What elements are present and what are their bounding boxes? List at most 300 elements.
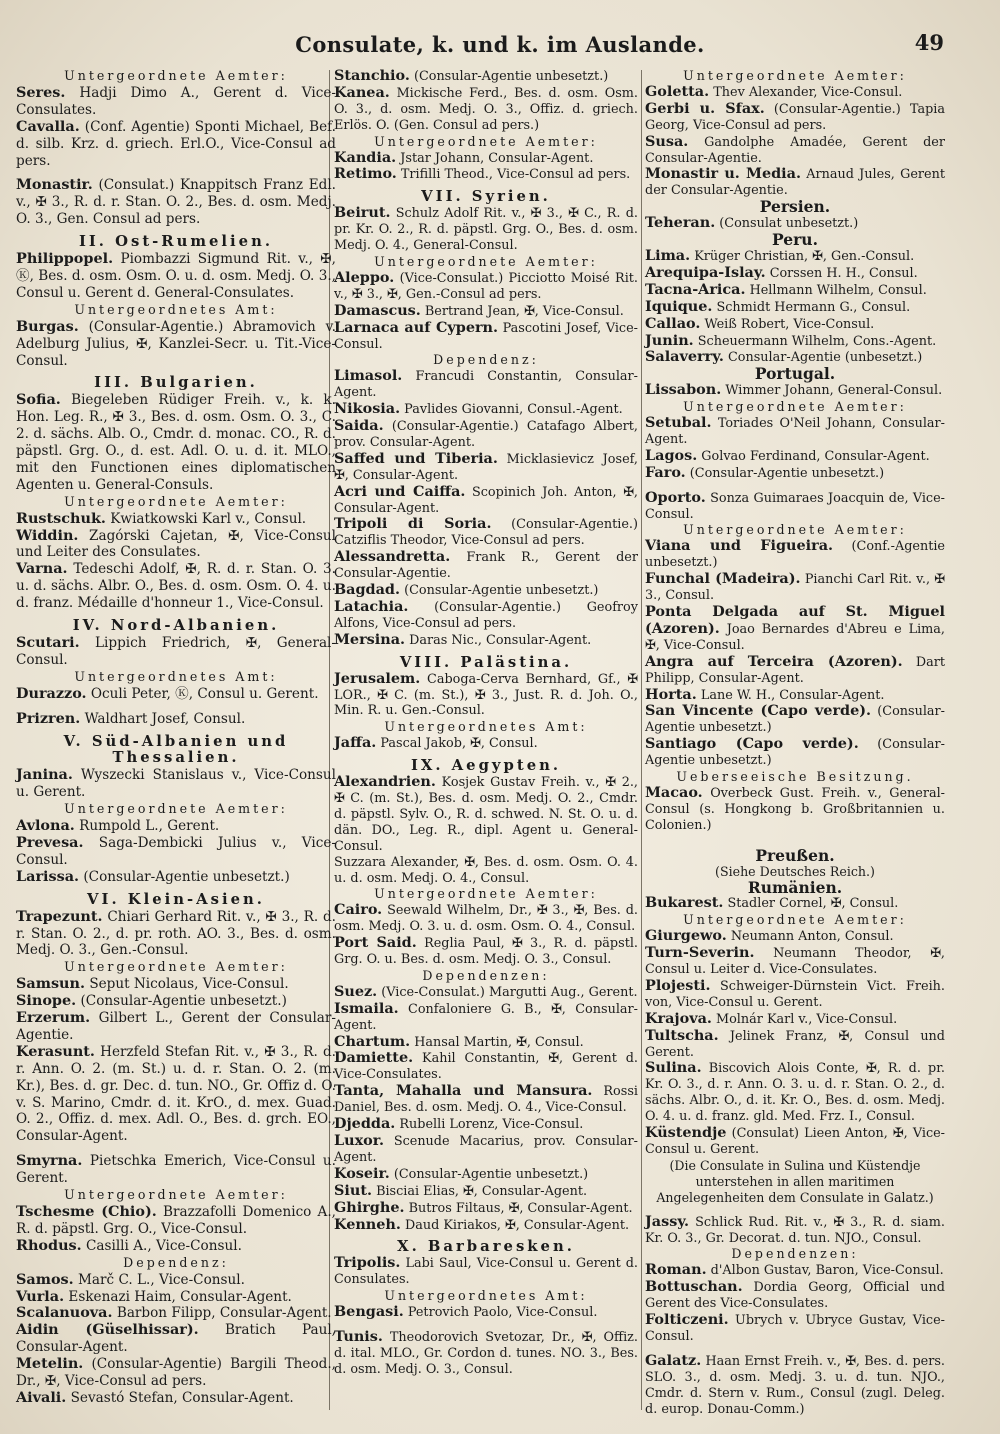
place-name: Cairo. <box>334 901 383 919</box>
entry-text: (Consular-Agentie unbesetzt.) <box>80 993 287 1010</box>
entry-text: Molnár Karl v., Vice-Consul. <box>716 1011 898 1027</box>
consulate-entry <box>16 686 336 703</box>
entry-text: Bisciai Elias, ✠, Consular-Agent. <box>376 1183 588 1199</box>
entry-text: Pascotini Josef, Vice-Consul. <box>334 320 638 352</box>
consulate-entry <box>645 1312 945 1345</box>
place-name: Lissabon. <box>645 381 722 399</box>
consulate-entry <box>645 785 945 834</box>
place-name: Sulina. <box>645 1059 702 1077</box>
place-name: Limasol. <box>334 367 403 385</box>
consulate-entry <box>16 869 336 886</box>
consulate-entry <box>334 1083 638 1116</box>
place-name: Goletta. <box>645 82 710 100</box>
place-name: Kerasunt. <box>16 1042 95 1060</box>
consulate-entry <box>334 774 638 855</box>
place-name: Tripoli di Soria. <box>334 515 492 533</box>
consulate-entry <box>334 855 638 887</box>
entry-text: Scopinich Joh. Anton, ✠, Consular-Agent. <box>334 484 638 516</box>
place-name: Ismaila. <box>334 999 399 1017</box>
place-name: Stanchio. <box>334 67 410 84</box>
place-name: Teheran. <box>645 214 716 232</box>
place-name: Philippopel. <box>16 250 114 268</box>
place-name: Damascus. <box>334 301 421 319</box>
consulate-entry <box>16 1153 336 1187</box>
consulate-entry <box>645 945 945 978</box>
place-name: Küstendje <box>645 1124 727 1142</box>
place-name: Tunis. <box>334 1327 383 1345</box>
section-heading: VI. Klein-Asien. <box>87 890 265 908</box>
entry-text: Rubelli Lorenz, Vice-Consul. <box>399 1117 584 1133</box>
place-name: Retimo. <box>334 165 397 183</box>
entry-text: Kosjek Gustav Freih. v., ✠ 2., ✠ C. (m. St.), Bes. d. osm. Medj. O. 2., Cmdr. d. päpstl. Sylv. O., R. d. schwed. N. St. O. u. d. dän. DO., Leg. R., dipl. Agent u. General-Consul. <box>334 775 638 854</box>
entry-text: Waldhart Josef, Consul. <box>84 710 246 727</box>
place-name: Jaffa. <box>334 734 377 752</box>
section-heading: III. Bulgarien. <box>94 374 258 392</box>
entry-text: Pavlides Giovanni, Consul.-Agent. <box>404 402 623 418</box>
place-name: Varna. <box>16 560 68 578</box>
place-name: Larnaca auf Cypern. <box>334 318 499 336</box>
entry-text: Micklasievicz Josef, ✠, Consular-Agent. <box>334 451 638 483</box>
entry-text: Joao Bernardes d'Abreu e Lima, ✠, Vice-Consul. <box>645 621 945 653</box>
consulate-entry <box>16 85 336 119</box>
consulate-entry <box>334 368 638 401</box>
place-name: Janina. <box>16 766 73 784</box>
spacer <box>645 1206 945 1214</box>
consulate-entry <box>334 401 638 418</box>
entry-text: Jstar Johann, Consular-Agent. <box>400 150 594 166</box>
subheading: Untergeordnete Aemter: <box>374 133 598 149</box>
entry-text: Rumpold L., Gerent. <box>79 818 220 835</box>
place-name: Plojesti. <box>645 976 711 994</box>
entry-text: Marč C. L., Vice-Consul. <box>77 1271 245 1288</box>
entry-text: Weiß Robert, Vice-Consul. <box>704 316 875 332</box>
place-name: Tanta, Mahalla und Mansura. <box>334 1082 593 1100</box>
subheading: Untergeordnetes Amt: <box>74 668 278 684</box>
subheading: Untergeordnete Aemter: <box>683 522 907 538</box>
place-name: Macao. <box>645 783 703 801</box>
place-name: Rustschuk. <box>16 509 106 527</box>
place-name: Ghirghe. <box>334 1198 405 1216</box>
subheading: Untergeordnetes Amt: <box>384 719 588 735</box>
entry-text: Biscovich Alois Conte, ✠, R. d. pr. Kr. O. 3., d. r. Ann. O. 3. u. d. r. Stan. O. 2., d. sächs. Albr. O., d. it. Kr. O., Bes. d. osm. Medj. O. 4. u. d. franz. gld. Med. Frz. I., Consul. <box>645 1061 946 1125</box>
subheading: Untergeordnete Aemter: <box>64 959 288 975</box>
entry-text: Frank R., Gerent der Consular-Agentie. <box>334 550 638 582</box>
consulate-entry <box>16 1289 336 1306</box>
entry-text: (Consular-Agentie.) Abramovich v. Adelburg Julius, ✠, Kanzlei-Secr. u. Tit.-Vice-Consul. <box>16 318 336 369</box>
place-name: Alexandrien. <box>334 773 436 791</box>
consulate-entry <box>16 177 336 228</box>
entry-text: (Consulat unbesetzt.) <box>719 216 859 232</box>
consulate-entry <box>645 248 945 265</box>
note: (Die Consulate in Sulina und Küstendje unterstehen in allen maritimen Angelegenheiten dem Consulate in Galatz.) <box>656 1157 934 1205</box>
entry-text: Neumann Anton, Consul. <box>730 929 894 945</box>
section-heading: IV. Nord-Albanien. <box>72 617 280 635</box>
consulate-entry <box>645 265 945 282</box>
subheading: Untergeordnete Aemter: <box>683 912 907 928</box>
consulate-entry <box>334 1200 638 1217</box>
place-name: Funchal (Madeira). <box>645 570 801 588</box>
consulate-entry <box>16 767 336 801</box>
consulate-entry <box>334 1050 638 1083</box>
entry-text: Kahil Constantin, ✠, Gerent d. Vice-Consulates. <box>334 1051 639 1083</box>
entry-text: Dordia Georg, Official und Gerent des Vice-Consulates. <box>645 1280 945 1312</box>
entry-text: Corssen H. H., Consul. <box>769 265 918 281</box>
subheading: Untergeordnete Aemter: <box>374 253 598 269</box>
entry-text: Eskenazi Haim, Consular-Agent. <box>68 1288 292 1305</box>
consulate-entry <box>16 635 336 669</box>
entry-text: Consular-Agentie (unbesetzt.) <box>728 350 923 366</box>
entry-text: Scenude Macarius, prov. Consular-Agent. <box>334 1134 638 1165</box>
consulate-entry <box>645 134 945 167</box>
consulate-entry <box>645 166 945 199</box>
place-name: Bukarest. <box>645 894 724 912</box>
place-name: Gerbi u. Sfax. <box>645 99 765 117</box>
consulate-entry <box>334 451 638 484</box>
place-name: Cavalla. <box>16 117 80 135</box>
entry-text: (Consular-Agentie unbesetzt.) <box>645 704 945 736</box>
entry-text: Seput Nicolaus, Vice-Consul. <box>89 976 289 993</box>
place-name: Bengasi. <box>334 1303 404 1321</box>
section-heading: Portugal. <box>754 364 836 384</box>
consulate-entry <box>334 516 638 549</box>
place-name: Beirut. <box>334 204 391 222</box>
section-heading: IX. Aegypten. <box>410 757 562 775</box>
note: (Siehe Deutsches Reich.) <box>715 863 875 879</box>
consulate-entry <box>16 1204 336 1238</box>
entry-text: Schulz Adolf Rit. v., ✠ 3., ✠ C., R. d. pr. Kr. O. 2., R. d. päpstl. Grg. O., Bes. d. osm. Medj. O. 4., General-Consul. <box>334 206 638 254</box>
subheading: Dependenzen: <box>731 1246 859 1262</box>
entry-text: (Consular-Agentie unbesetzt.) <box>393 1166 589 1182</box>
entry-text: Lippich Friedrich, ✠, General-Consul. <box>16 635 336 668</box>
consulate-entry <box>645 490 945 523</box>
page-number: 49 <box>914 30 944 55</box>
consulate-entry <box>334 303 638 320</box>
entry-text: Lane W. H., Consular-Agent. <box>700 687 885 703</box>
entry-text: (Vice-Consulat.) Margutti Aug., Gerent. <box>381 984 638 1000</box>
consulate-entry <box>334 1116 638 1133</box>
section-heading: II. Ost-Rumelien. <box>78 233 274 251</box>
place-name: Vurla. <box>16 1287 65 1305</box>
consulate-entry <box>16 1390 336 1407</box>
entry-text: (Consular-Agentie.) Catziflis Theodor, Vice-Consul ad pers. <box>334 517 638 549</box>
place-name: Scalanuova. <box>16 1304 113 1322</box>
subheading: Untergeordnete Aemter: <box>64 1187 288 1203</box>
entry-text: Neumann Theodor, ✠, Consul u. Leiter d. Vice-Consulates. <box>645 946 945 978</box>
place-name: Chartum. <box>334 1032 411 1050</box>
consulate-entry <box>334 549 638 582</box>
place-name: Oporto. <box>645 488 706 506</box>
consulate-entry <box>334 1133 638 1166</box>
place-name: Faro. <box>645 463 686 481</box>
entry-text: Krüger Christian, ✠, Gen.-Consul. <box>694 248 915 264</box>
place-name: San Vincente (Capo verde). <box>645 702 872 720</box>
entry-text: Biegeleben Rüdiger Freih. v., k. k. Hon. Leg. R., ✠ 3., Bes. d. osm. Osm. O. 3., C. 2. d. sächs. Alb. O., Cmdr. d. monac. CO., R. d. päpstl. Grg. O., d. est. Adl. O. u. d. it. MLO., mit den Functionen eines diplomatischen Agenten u. General-Consuls. <box>16 392 336 493</box>
entry-text: Piombazzi Sigmund Rit. v., ✠, Ⓚ, Bes. d. osm. Osm. O. u. d. osm. Medj. O. 3., Consul u. Gerent d. General-Consulates. <box>16 251 336 301</box>
entry-text: (Conf.-Agentie unbesetzt.) <box>645 539 946 571</box>
consulate-entry <box>16 1010 336 1044</box>
consulate-entry <box>645 333 945 350</box>
consulate-entry <box>645 571 945 604</box>
entry-text: Casilli A., Vice-Consul. <box>86 1237 242 1254</box>
place-name: Siut. <box>334 1181 372 1199</box>
consulate-entry <box>16 1322 336 1356</box>
consulate-entry <box>16 1238 336 1255</box>
entry-text: Herzfeld Stefan Rit. v., ✠ 3., R. d. r. Ann. O. 2. (m. St.) u. d. r. Stan. O. 2. (m. Kr.), Bes. d. gr. Dec. d. tun. NO., Gr. Offiz d. O. v. S. Marino, Cmdr. d. it. KrO., d. mex. Guad. O. 2., Offiz. d. mex. Adl. O., Bes. d. grch. EO., Consular-Agent. <box>16 1043 336 1145</box>
place-name: Giurgewo. <box>645 927 727 945</box>
consulate-entry <box>645 538 945 571</box>
entry-text: (Consular-Agentie.) Tapia Georg, Vice-Consul ad pers. <box>645 101 945 133</box>
consulate-entry <box>334 1255 638 1288</box>
entry-text: Hellmann Wilhelm, Consul. <box>749 282 927 298</box>
consulate-entry <box>16 119 336 170</box>
entry-text: Tedeschi Adolf, ✠, R. d. r. Stan. O. 3. u. d. sächs. Albr. O., Bes. d. osm. Osm. O. 4. u. d. franz. Médaille d'honneur 1., Vice-Consul. <box>16 561 336 612</box>
consulate-entry <box>645 978 945 1011</box>
entry-text: Hansal Martin, ✠, Consul. <box>414 1034 584 1050</box>
subheading: Untergeordnete Aemter: <box>64 801 288 817</box>
entry-text: Pietschka Emerich, Vice-Consul u. Gerent. <box>16 1153 336 1187</box>
place-name: Saida. <box>334 417 384 435</box>
consulate-entry <box>334 984 638 1001</box>
entry-text: (Consular-Agentie unbesetzt.) <box>413 69 609 84</box>
consulate-entry <box>16 511 336 528</box>
consulate-entry <box>645 448 945 465</box>
place-name: Rhodus. <box>16 1236 82 1254</box>
consulate-entry <box>334 320 638 353</box>
entry-text: Daud Kiriakos, ✠, Consular-Agent. <box>404 1217 630 1233</box>
place-name: Arequipa-Islay. <box>645 263 766 281</box>
consulate-entry <box>16 835 336 869</box>
place-name: Koseir. <box>334 1164 390 1182</box>
place-name: Susa. <box>645 132 689 150</box>
entry-text: Jelinek Franz, ✠, Consul und Gerent. <box>645 1028 945 1060</box>
consulate-entry <box>334 150 638 167</box>
entry-text: Bratich Paul, Consular-Agent. <box>16 1322 337 1356</box>
entry-text: (Consular-Agentie.) Geofroy Alfons, Vice-Consul ad pers. <box>334 600 638 631</box>
consulate-entry <box>16 1272 336 1289</box>
place-name: Smyrna. <box>16 1152 83 1170</box>
entry-text: Pianchi Carl Rit. v., ✠ 3., Consul. <box>645 572 945 604</box>
consulate-entry <box>645 1279 945 1312</box>
place-name: Alessandretta. <box>334 548 451 566</box>
place-name: Trapezunt. <box>16 907 103 925</box>
place-name: Santiago (Capo verde). <box>645 735 859 753</box>
section-heading: VII. Syrien. <box>421 188 551 206</box>
consulate-entry <box>334 1034 638 1051</box>
place-name: Prizren. <box>16 709 81 727</box>
place-name: Suez. <box>334 982 378 1000</box>
place-name: Widdin. <box>16 526 79 544</box>
consulate-entry <box>645 382 945 399</box>
place-name: Bagdad. <box>334 581 401 599</box>
place-name: Ponta Delgada auf St. Miguel (Azoren). <box>645 603 945 637</box>
consulate-entry <box>16 1305 336 1322</box>
entry-text: Daras Nic., Consular-Agent. <box>409 632 592 648</box>
consulate-entry <box>645 1353 945 1418</box>
entry-text: Suzzara Alexander, ✠, Bes. d. osm. Osm. O. 4. u. d. osm. Medj. O. 4., Consul. <box>334 854 638 886</box>
place-name: Folticzeni. <box>645 1311 729 1329</box>
place-name: Djedda. <box>334 1115 396 1133</box>
column-divider <box>641 70 642 1410</box>
place-name: Burgas. <box>16 317 79 335</box>
entry-text: (Consulat) Lieen Anton, ✠, Vice-Consul u. Gerent. <box>645 1126 946 1157</box>
entry-text: Wyszecki Stanislaus v., Vice-Consul u. Gerent. <box>16 767 336 801</box>
place-name: Horta. <box>645 685 697 703</box>
subheading: Untergeordnete Aemter: <box>683 399 907 415</box>
place-name: Larissa. <box>16 867 80 885</box>
entry-text: Zagórski Cajetan, ✠, Vice-Consul und Leiter des Consulates. <box>16 527 336 561</box>
consulate-entry <box>645 1060 945 1125</box>
place-name: Kenneh. <box>334 1215 401 1233</box>
consulate-entry <box>334 632 638 649</box>
consulate-entry <box>16 993 336 1010</box>
consulate-entry <box>334 671 638 720</box>
place-name: Iquique. <box>645 297 713 315</box>
place-name: Scutari. <box>16 634 80 651</box>
entry-text: (Consular-Agentie unbesetzt.) <box>83 868 290 885</box>
place-name: Seres. <box>16 83 66 101</box>
place-name: Luxor. <box>334 1132 385 1149</box>
place-name: Samsun. <box>16 975 85 993</box>
section-heading: Rumänien. <box>747 877 843 897</box>
entry-text: Butros Filtaus, ✠, Consular-Agent. <box>408 1200 633 1216</box>
consulate-entry <box>334 1183 638 1200</box>
subheading: Dependenz: <box>433 352 539 368</box>
entry-text: Sonza Guimaraes Joacquin de, Vice-Consul. <box>645 490 945 522</box>
entry-text: Confaloniere G. B., ✠, Consular-Agent. <box>334 1001 638 1033</box>
consulate-entry <box>16 528 336 562</box>
entry-text: Francudi Constantin, Consular-Agent. <box>334 369 638 401</box>
entry-text: Reglia Paul, ✠ 3., R. d. päpstl. Grg. O. u. Bes. d. osm. Medj. O. 3., Consul. <box>334 936 638 968</box>
entry-text: Arnaud Jules, Gerent der Consular-Agentie. <box>645 167 945 199</box>
place-name: Port Said. <box>334 934 417 952</box>
consulate-entry <box>645 1214 945 1247</box>
place-name: Tacna-Arica. <box>645 280 746 298</box>
place-name: Samos. <box>16 1270 74 1288</box>
place-name: Tripolis. <box>334 1254 401 1272</box>
section-heading: VIII. Palästina. <box>399 653 573 671</box>
section-heading: X. Barbaresken. <box>397 1238 575 1256</box>
place-name: Tultscha. <box>645 1026 719 1044</box>
place-name: Tschesme (Chio). <box>16 1203 157 1220</box>
entry-text: Saga-Dembicki Julius v., Vice-Consul. <box>16 834 336 868</box>
subheading: Untergeordnete Aemter: <box>64 493 288 509</box>
entry-text: Sevastó Stefan, Consular-Agent. <box>70 1389 294 1406</box>
subheading: Untergeordnetes Amt: <box>384 1288 588 1304</box>
place-name: Avlona. <box>16 817 75 835</box>
consulate-entry <box>16 251 336 302</box>
column-left <box>16 68 336 1407</box>
place-name: Prevesa. <box>16 833 84 851</box>
place-name: Jassy. <box>645 1212 690 1230</box>
consulate-entry <box>645 895 945 912</box>
place-name: Saffed und Tiberia. <box>334 449 498 467</box>
consulate-entry <box>16 976 336 993</box>
consulate-entry <box>16 392 336 493</box>
place-name: Damiette. <box>334 1049 414 1067</box>
place-name: Turn-Severin. <box>645 944 755 962</box>
entry-text: Schmidt Hermann G., Consul. <box>716 299 911 315</box>
subheading: Untergeordnete Aemter: <box>64 68 288 83</box>
place-name: Junin. <box>645 331 694 349</box>
consulate-entry <box>334 735 638 752</box>
entry-text: Mickische Ferd., Bes. d. osm. Osm. O. 3., d. osm. Medj. O. 3., Offiz. d. griech. Erlös. O. (Gen. Consul ad pers.) <box>334 85 638 133</box>
subheading: Ueberseeische Besitzung. <box>676 769 914 785</box>
entry-text: (Consular-Agentie unbesetzt.) <box>404 583 599 599</box>
entry-text: Petrovich Paolo, Vice-Consul. <box>407 1305 598 1321</box>
page-header <box>0 30 1000 66</box>
consulate-entry <box>334 935 638 968</box>
consulate-entry <box>645 1262 945 1279</box>
consulate-entry <box>16 909 336 960</box>
place-name: Roman. <box>645 1261 707 1279</box>
section-heading: Peru. <box>772 230 818 250</box>
section-heading: V. Süd-Albanien und Thessalien. <box>63 732 289 767</box>
consulate-entry <box>334 1329 638 1378</box>
place-name: Monastir u. Media. <box>645 165 801 183</box>
consulate-entry <box>16 319 336 370</box>
entry-text: (Consulat.) Knappitsch Franz Edl. v., ✠ 3., R. d. r. Stan. O. 2., Bes. d. osm. Medj. O. 3., Gen. Consul ad pers. <box>16 177 337 228</box>
place-name: Metelin. <box>16 1355 84 1373</box>
consulate-entry <box>645 928 945 945</box>
page-title: Consulate, k. und k. im Auslande. <box>295 32 705 57</box>
entry-text: Trifilli Theod., Vice-Consul ad pers. <box>400 167 631 183</box>
consulate-entry <box>645 101 945 134</box>
place-name: Salaverry. <box>645 348 724 366</box>
place-name: Latachia. <box>334 598 409 615</box>
entry-text: Scheuermann Wilhelm, Cons.-Agent. <box>697 333 937 349</box>
place-name: Mersina. <box>334 630 406 648</box>
entry-text: Golvao Ferdinand, Consular-Agent. <box>701 448 930 464</box>
consulate-entry <box>645 282 945 299</box>
entry-text: Theodorovich Svetozar, Dr., ✠, Offiz. d. ital. MLO., Gr. Cordon d. tunes. NO. 3., Bes. d. osm. Medj. O. 3., Consul. <box>334 1329 638 1377</box>
section-heading: Persien. <box>759 197 831 217</box>
consulate-entry <box>645 1028 945 1061</box>
entry-text: Seewald Wilhelm, Dr., ✠ 3., ✠, Bes. d. osm. Medj. O. 3. u. d. osm. Osm. O. 4., Consul. <box>334 903 638 935</box>
entry-text: (Consular-Agentie unbesetzt.) <box>689 465 885 481</box>
place-name: Aivali. <box>16 1388 67 1406</box>
consulate-entry <box>16 1356 336 1390</box>
entry-text: Dart Philipp, Consular-Agent. <box>645 654 945 686</box>
entry-text: Pascal Jakob, ✠, Consul. <box>380 736 538 752</box>
consulate-entry <box>334 166 638 183</box>
entry-text: Bertrand Jean, ✠, Vice-Consul. <box>424 303 624 319</box>
column-right <box>645 68 945 1418</box>
subheading: Untergeordnetes Amt: <box>74 301 278 317</box>
consulate-entry <box>334 599 638 632</box>
subheading: Dependenzen: <box>422 967 550 983</box>
consulate-entry <box>334 68 638 85</box>
place-name: Lima. <box>645 246 691 264</box>
entry-text: Haan Ernst Freih. v., ✠, Bes. d. pers. SLO. 3., d. osm. Medj. 3. u. d. tun. NJO., Cmdr. d. Stern v. Rum., Consul (zugl. Deleg. d. europ. Donau-Comm.) <box>645 1353 945 1417</box>
place-name: Acri und Caiffa. <box>334 482 466 500</box>
consulate-entry <box>334 270 638 303</box>
consulate-entry <box>645 299 945 316</box>
entry-text: Hadji Dimo A., Gerent d. Vice-Consulates. <box>16 84 336 118</box>
place-name: Viana und Figueira. <box>645 537 834 555</box>
column-middle <box>334 68 638 1378</box>
consulate-entry <box>334 1001 638 1034</box>
consulate-entry <box>16 711 336 728</box>
place-name: Lagos. <box>645 446 698 464</box>
place-name: Setubal. <box>645 414 712 432</box>
consulate-entry <box>645 316 945 333</box>
place-name: Durazzo. <box>16 684 87 702</box>
consulate-entry <box>645 465 945 482</box>
consulate-entry <box>645 1011 945 1028</box>
place-name: Sofia. <box>16 391 61 409</box>
section-heading: Preußen. <box>755 845 835 865</box>
place-name: Sinope. <box>16 992 77 1010</box>
